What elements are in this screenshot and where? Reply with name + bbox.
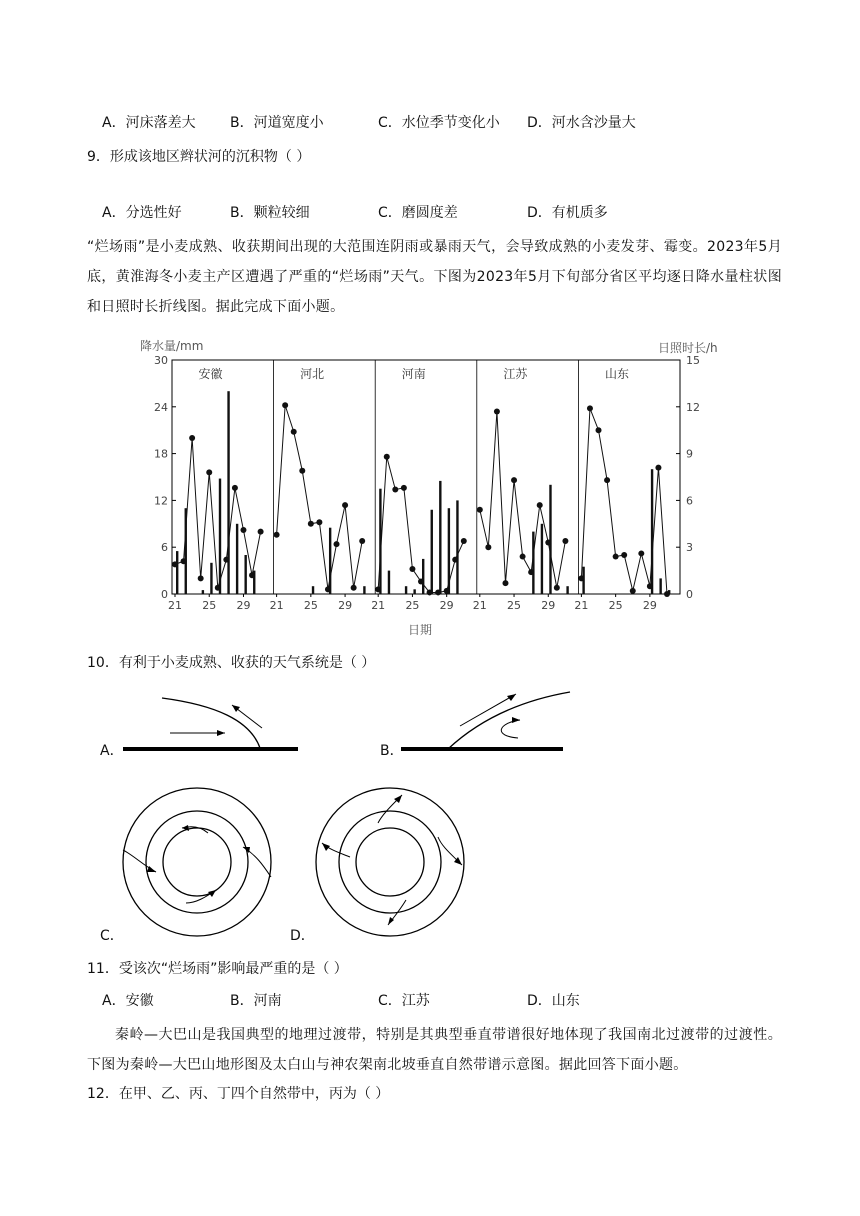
sunshine-point: [325, 586, 331, 592]
sunshine-point: [444, 588, 450, 594]
x-tick-label: 29: [439, 599, 454, 612]
q11-option-c: C．江苏: [378, 993, 430, 1009]
sunshine-point: [477, 507, 483, 513]
q11-option-d: D．山东: [527, 993, 580, 1009]
precip-bar: [210, 563, 212, 594]
sunshine-point: [502, 580, 508, 586]
x-tick-label: 21: [472, 599, 487, 612]
sunshine-point: [520, 554, 526, 560]
sunshine-line: [378, 457, 464, 593]
x-tick-label: 29: [236, 599, 251, 612]
sunshine-point: [308, 521, 314, 527]
sunshine-point: [664, 591, 670, 597]
q9-option-a: A．分选性好: [102, 205, 182, 221]
sunshine-point: [647, 583, 653, 589]
precip-bar: [405, 586, 407, 594]
right-axis-label: 日照时长/h: [658, 341, 718, 355]
q10-option-b-label: B．: [380, 743, 404, 759]
q10-option-d-label: D．: [290, 928, 315, 944]
sunshine-point: [258, 529, 264, 535]
sunshine-point: [418, 579, 424, 585]
q9-option-d: D．有机质多: [527, 205, 608, 221]
left-tick-label: 30: [154, 354, 168, 367]
precip-bar: [176, 551, 178, 594]
sunshine-point: [613, 554, 619, 560]
sunshine-point: [240, 527, 246, 533]
precip-bar: [431, 510, 433, 594]
precip-bar: [227, 391, 229, 594]
sunshine-point: [562, 538, 568, 544]
x-tick-label: 29: [642, 599, 657, 612]
precip-bar: [549, 485, 551, 594]
sunshine-point: [181, 558, 187, 564]
sunshine-point: [630, 588, 636, 594]
sunshine-point: [587, 405, 593, 411]
q10-option-c-label: C．: [100, 928, 124, 944]
group-label: 安徽: [198, 367, 223, 381]
precip-bar: [363, 586, 365, 594]
q8-option-a: A．河床落差大: [102, 115, 196, 131]
precip-bar: [244, 555, 246, 594]
sunshine-point: [452, 557, 458, 563]
q8-option-d: D．河水含沙量大: [527, 115, 636, 131]
sunshine-point: [554, 585, 560, 591]
x-tick-label: 21: [168, 599, 182, 612]
sunshine-point: [291, 429, 297, 435]
x-tick-label: 29: [541, 599, 556, 612]
q11-option-b: B．河南: [230, 993, 282, 1009]
group-label: 山东: [604, 367, 629, 381]
cyclone-diagram: [118, 795, 280, 937]
passage-qinling: 秦岭—大巴山是我国典型的地理过渡带，特别是其典型垂直带谱很好地体现了我国南北过渡带的过渡性。下图为秦岭—大巴山地形图及太白山与神农架南北坡垂直自然带谱示意图。据此回答下面小题。: [87, 1027, 782, 1073]
sunshine-point: [232, 485, 238, 491]
q9-stem: 9．形成该地区辫状河的沉积物（ ）: [87, 149, 311, 165]
q8-option-b: B．河道宽度小: [230, 115, 324, 131]
sunshine-point: [528, 569, 534, 575]
sunshine-point: [351, 585, 357, 591]
q12-stem: 12．在甲、乙、丙、丁四个自然带中，丙为（ ）: [87, 1086, 390, 1102]
precip-sunshine-chart: [130, 334, 718, 644]
x-tick-label: 21: [269, 599, 284, 612]
x-tick-label: 29: [338, 599, 353, 612]
precip-bar: [659, 578, 661, 594]
sunshine-point: [545, 540, 551, 546]
sunshine-point: [604, 477, 610, 483]
sunshine-point: [638, 550, 644, 556]
group-label: 江苏: [503, 367, 528, 381]
precip-bar: [541, 524, 543, 594]
sunshine-point: [342, 502, 348, 508]
sunshine-point: [249, 572, 255, 578]
sunshine-point: [409, 566, 415, 572]
q10-option-a-label: A．: [100, 743, 124, 759]
passage-lanchangyu: “烂场雨”是小麦成熟、收获期间出现的大范围连阴雨或暴雨天气，会导致成熟的小麦发芽、霉变。2023年5月底，黄淮海冬小麦主产区遭遇了严重的“烂场雨”天气。下图为2023年5月下旬部分省区平均逐日降水量柱状图和日照时长折线图。据此完成下面小题。: [87, 239, 782, 315]
right-tick-label: 9: [686, 447, 693, 461]
sunshine-point: [485, 544, 491, 550]
sunshine-point: [172, 561, 178, 567]
q10-stem: 10．有利于小麦成熟、收获的天气系统是（ ）: [87, 655, 376, 671]
sunshine-point: [223, 557, 229, 563]
sunshine-line: [175, 438, 261, 588]
precip-bar: [202, 590, 204, 594]
sunshine-point: [299, 468, 305, 474]
sunshine-point: [461, 538, 467, 544]
precip-bar: [236, 524, 238, 594]
sunshine-point: [334, 541, 340, 547]
right-tick-label: 15: [686, 354, 700, 367]
x-tick-label: 25: [608, 599, 623, 612]
precip-bar: [439, 481, 441, 594]
precip-bar: [413, 589, 415, 594]
sunshine-point: [494, 408, 500, 414]
x-tick-label: 25: [507, 599, 522, 612]
x-tick-label: 25: [405, 599, 420, 612]
sunshine-point: [435, 589, 441, 595]
right-tick-label: 12: [686, 400, 700, 414]
left-axis-label: 降水量/mm: [140, 339, 204, 353]
sunshine-point: [384, 454, 390, 460]
right-tick-label: 6: [686, 494, 693, 508]
cold-front-diagram: [120, 690, 305, 760]
anticyclone-diagram: [310, 795, 472, 937]
group-label: 河北: [300, 367, 325, 381]
precip-bar: [388, 571, 390, 594]
sunshine-line: [277, 405, 363, 589]
right-tick-label: 3: [686, 541, 693, 555]
group-label: 河南: [401, 367, 426, 381]
sunshine-point: [215, 585, 221, 591]
sunshine-point: [511, 477, 517, 483]
sunshine-point: [198, 575, 204, 581]
sunshine-point: [316, 519, 322, 525]
sunshine-point: [401, 485, 407, 491]
left-tick-label: 24: [154, 400, 168, 414]
precip-bar: [651, 469, 653, 594]
precip-bar: [312, 586, 314, 594]
sunshine-point: [359, 538, 365, 544]
sunshine-point: [655, 465, 661, 471]
q9-option-b: B．颗粒较细: [230, 205, 310, 221]
precip-bar: [566, 586, 568, 594]
sunshine-line: [581, 408, 667, 594]
q11-stem: 11．受该次“烂场雨”影响最严重的是（ ）: [87, 961, 348, 977]
right-tick-label: 0: [686, 588, 693, 601]
sunshine-point: [274, 532, 280, 538]
sunshine-point: [282, 402, 288, 408]
sunshine-line: [480, 411, 566, 587]
sunshine-point: [596, 427, 602, 433]
sunshine-point: [375, 586, 381, 592]
sunshine-point: [189, 435, 195, 441]
x-tick-label: 21: [574, 599, 589, 612]
sunshine-point: [392, 486, 398, 492]
sunshine-point: [621, 552, 627, 558]
x-axis-label: 日期: [407, 623, 433, 637]
x-tick-label: 21: [371, 599, 386, 612]
q11-option-a: A．安徽: [102, 993, 154, 1009]
precip-bar: [422, 559, 424, 594]
sunshine-point: [427, 589, 433, 595]
left-tick-label: 12: [154, 494, 168, 508]
left-tick-label: 18: [154, 447, 168, 461]
x-tick-label: 25: [303, 599, 318, 612]
sunshine-point: [206, 469, 212, 475]
sunshine-point: [578, 575, 584, 581]
precip-bar: [456, 500, 458, 594]
q9-option-c: C．磨圆度差: [378, 205, 458, 221]
left-tick-label: 6: [161, 541, 168, 555]
sunshine-point: [537, 502, 543, 508]
x-tick-label: 25: [202, 599, 217, 612]
plot-frame: [172, 360, 680, 594]
q8-option-c: C．水位季节变化小: [378, 115, 500, 131]
left-tick-label: 0: [161, 588, 168, 601]
warm-front-diagram: [398, 686, 578, 761]
